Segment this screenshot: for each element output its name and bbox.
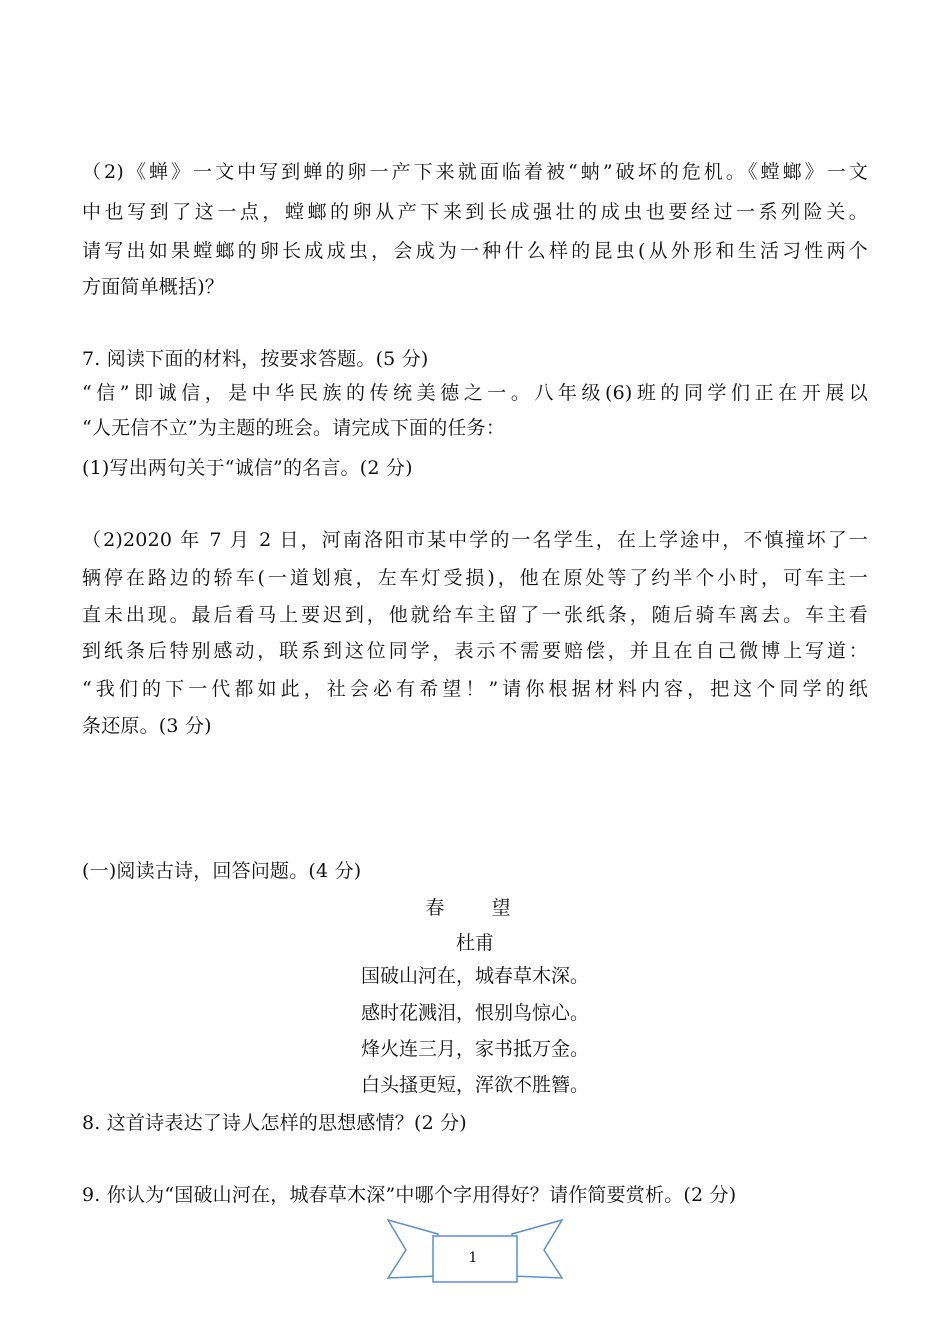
poem-line-2: 感时花溅泪，恨别鸟惊心。 (360, 1002, 589, 1024)
q6-2-line-2: 中也写到了这一点，螳螂的卵从产下来到长成强壮的成虫也要经过一系列险关。 (82, 201, 868, 223)
poem-section-heading: (一)阅读古诗，回答问题。(4 分) (82, 860, 362, 882)
q7-sub1: (1)写出两句关于“诚信”的名言。(2 分) (82, 457, 413, 479)
q6-2-line-4: 方面简单概括)？ (82, 276, 225, 298)
poem-line-1: 国破山河在，城春草木深。 (360, 965, 589, 987)
q8: 8. 这首诗表达了诗人怎样的思想感情？(2 分) (82, 1112, 467, 1134)
q7-sub2-line-1: （2)2020 年 7 月 2 日，河南洛阳市某中学的一名学生，在上学途中，不慎撞坏了一 (82, 529, 868, 551)
q6-2-line-3: 请写出如果螳螂的卵长成成虫，会成为一种什么样的昆虫(从外形和生活习性两个 (82, 240, 868, 262)
ribbon-left-tail (388, 1220, 438, 1278)
q7-sub2-line-3: 直未出现。最后看马上要迟到，他就给车主留了一张纸条，随后骑车离去。车主看 (82, 604, 868, 626)
q7-sub2-line-6: 条还原。(3 分) (82, 715, 212, 737)
q7-heading: 7. 阅读下面的材料，按要求答题。(5 分) (82, 348, 429, 370)
q9: 9. 你认为“国破山河在，城春草木深”中哪个字用得好？请作简要赏析。(2 分) (82, 1184, 737, 1206)
poem-line-4: 白头搔更短，浑欲不胜簪。 (360, 1074, 589, 1096)
q7-intro-line-2: “人无信不立”为主题的班会。请完成下面的任务： (82, 417, 506, 439)
q7-sub2-line-4: 到纸条后特别感动，联系到这位同学，表示不需要赔偿，并且在自己微博上写道： (82, 640, 868, 662)
q7-sub2-line-5: “我们的下一代都如此，社会必有希望！”请你根据材料内容，把这个同学的纸 (82, 678, 868, 700)
poem-line-3: 烽火连三月，家书抵万金。 (360, 1038, 589, 1060)
poem-title: 春 望 (425, 897, 525, 919)
ribbon-right-tail (512, 1220, 562, 1278)
page-number: 1 (468, 1250, 478, 1266)
q7-intro-line-1: “信”即诚信，是中华民族的传统美德之一。八年级(6)班的同学们正在开展以 (82, 382, 868, 404)
q7-sub2-line-2: 辆停在路边的轿车(一道划痕，左车灯受损)，他在原处等了约半个小时，可车主一 (82, 567, 868, 589)
q6-2-line-1: （2)《蝉》一文中写到蝉的卵一产下来就面临着被“蚋”破坏的危机。《螳螂》一文 (82, 161, 868, 183)
poem-author: 杜甫 (455, 932, 494, 954)
